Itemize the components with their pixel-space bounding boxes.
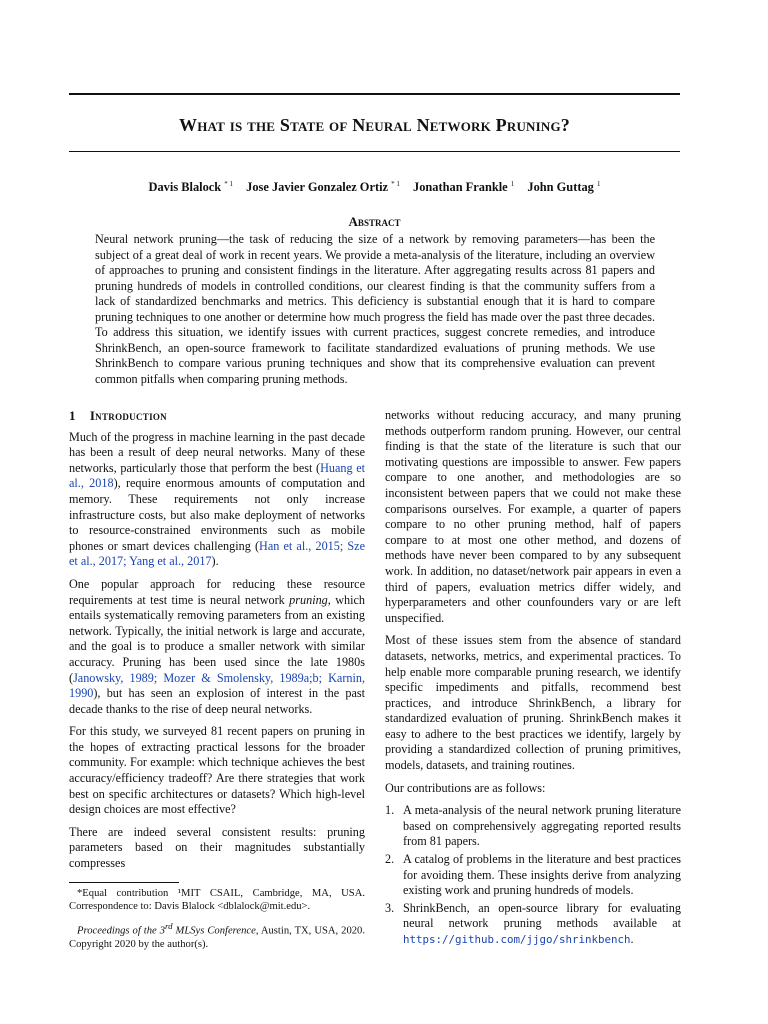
list-item: 1. A meta-analysis of the neural network pruning literature based on comprehensively aggregating reported results from 81 papers.: [385, 803, 681, 849]
title-rule: [69, 151, 680, 152]
author: Davis Blalock $^{* 1}$: [148, 180, 234, 195]
citation-link[interactable]: Janowsky, 1989; Mozer & Smolensky, 1989a;b; Karnin, 1990: [69, 670, 365, 701]
paper-title: What is the State of Neural Network Pruning?: [179, 115, 570, 135]
repo-link[interactable]: https://github.com/jjgo/shrinkbench: [403, 933, 631, 946]
abstract-heading: Abstract: [348, 214, 401, 229]
author: John Guttag $^1$: [527, 180, 601, 195]
footnote: Proceedings of the 3rd MLSys Conference, Austin, TX, USA, 2020. Copyright 2020 by the author(s).: [69, 921, 365, 951]
paragraph: Our contributions are as follows:: [385, 780, 546, 795]
footnote: *Equal contribution ¹MIT CSAIL, Cambridge, MA, USA. Correspondence to: Davis Blalock <dblalock@mit.edu>.: [69, 887, 365, 913]
author: Jose Javier Gonzalez Ortiz $^{* 1}$: [246, 180, 400, 195]
right-column: [385, 408, 681, 950]
citation-link[interactable]: Huang et al., 2018: [69, 460, 366, 491]
paragraph: There are indeed several consistent results: pruning parameters based on their magnitudes substantially compresses: [69, 824, 365, 871]
section-heading: 1 Introduction: [69, 408, 167, 423]
paragraph: Much of the progress in machine learning in the past decade has been a result of deep neural networks. Many of these networks, particularly those that perform the best (Huang et al., 2018), require enormous amounts of computation and memory. These requirements not only increase infrastructure costs, but also make deployment of networks to resource-constrained environments such as mobile phones or smart devices challenging (Han et al., 2015; Sze et al., 2017; Yang et al., 2017).: [69, 429, 366, 569]
left-column: [69, 406, 365, 959]
top-rule: [69, 93, 680, 95]
footnote-rule: [69, 882, 179, 883]
author: Jonathan Frankle $^1$: [413, 180, 515, 195]
paragraph: For this study, we surveyed 81 recent papers on pruning in the hopes of extracting practical lessons for the broader community. For example: which technique achieves the best accuracy/efficiency tradeoff? Are there strategies that work best on specific architectures or datasets? Which high-level design choices are most effective?: [69, 724, 365, 817]
author-list: [69, 180, 680, 195]
list-item: 2. A catalog of problems in the literature and best practices for avoiding them. These insights derive from analyzing existing work and pruning hundreds of models.: [385, 852, 681, 898]
list-item: 3. ShrinkBench, an open-source library for evaluating neural network pruning methods available at https://github.com/jjgo/shrinkbench.: [385, 900, 681, 946]
abstract-body: Neural network pruning—the task of reducing the size of a network by removing parameters—has been the subject of a great deal of work in recent years. We provide a meta-analysis of the literature, including an overview of approaches to pruning and consistent findings in the literature. After aggregating results across 81 papers and pruning hundreds of models in controlled conditions, our clearest finding is that the community suffers from a lack of standardized benchmarks and metrics. This deficiency is substantial enough that it is hard to compare pruning techniques to one another or determine how much progress the field has made over the past three decades. To address this situation, we identify issues with current practices, suggest concrete remedies, and introduce ShrinkBench, an open-source framework to facilitate standardized evaluations of pruning methods. We use ShrinkBench to compare various pruning techniques and show that its comprehensive evaluation can prevent common pitfalls when comparing pruning methods.: [95, 232, 655, 386]
paragraph: Most of these issues stem from the absence of standard datasets, networks, metrics, and experimental practices. To help enable more comparable pruning research, we identify specific impediments and pitfalls, recommend best practices, and introduce ShrinkBench, a library for standardized evaluation of pruning. ShrinkBench makes it easy to adhere to the best practices we identify, largely by providing a standardized collection of pruning primitives, models, datasets, and training routines.: [385, 633, 681, 773]
paragraph: One popular approach for reducing these resource requirements at test time is neural network pruning, which entails systematically removing parameters from an existing network. Typically, the initial network is large and accurate, and the goal is to produce a smaller network with similar accuracy. Pruning has been used since the late 1980s (Janowsky, 1989; Mozer & Smolensky, 1989a;b; Karnin, 1990), but has seen an explosion of interest in the past decade thanks to the rise of deep neural networks.: [69, 576, 365, 716]
contribution-list: [385, 803, 681, 947]
citation-link[interactable]: Han et al., 2015; Sze et al., 2017; Yang et al., 2017: [69, 538, 365, 569]
paragraph: networks without reducing accuracy, and many pruning methods outperform random pruning. However, our central finding is that the state of the literature is such that our motivating questions are impossible to answer. Few papers compare to one another, and methodologies are so inconsistent between papers that we could not make these comparisons ourselves. For example, a quarter of papers compare to no other pruning method, half of papers compare to at most one other method, and dozens of methods have never been compared to by any subsequent work. In addition, no dataset/network pair appears in even a third of papers, evaluation metrics differ widely, and hyperparameters and other counfounders vary or are left unspecified.: [385, 408, 681, 625]
